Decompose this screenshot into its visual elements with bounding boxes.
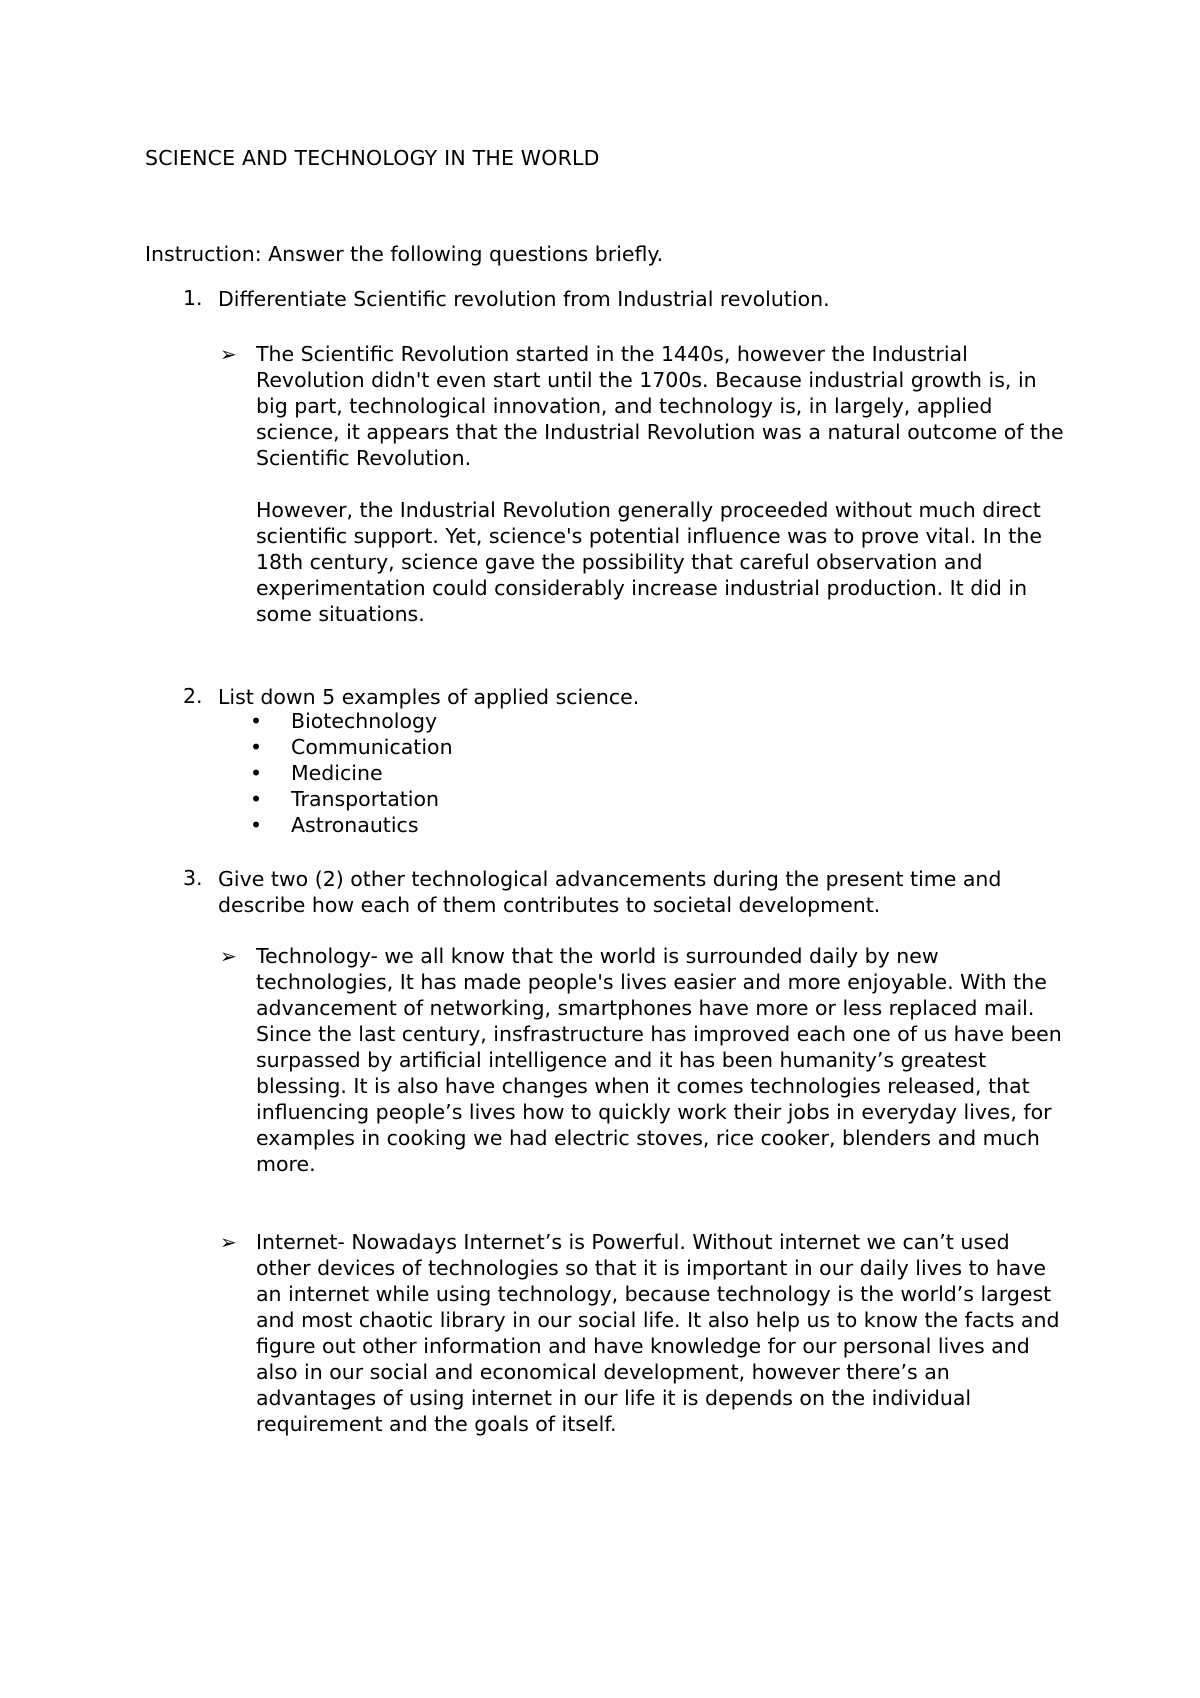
answer-3-technology bbox=[220, 943, 1066, 1177]
dot-bullet-icon: • bbox=[250, 761, 263, 785]
answer-3-internet bbox=[220, 1229, 1066, 1437]
document-title: SCIENCE AND TECHNOLOGY IN THE WORLD bbox=[145, 146, 600, 170]
question-text: Give two (2) other technological advancements during the present time and describe how each of them contributes to societal development. bbox=[218, 867, 1002, 917]
answer-1 bbox=[220, 341, 1066, 627]
question-number: 3. bbox=[183, 866, 203, 890]
answer-paragraph: Technology- we all know that the world is surrounded daily by new technologies, It has made people's lives easier and more enjoyable. With the advancement of networking, smartphones have more or less replaced mail. Since the last century, insfrastructure has improved each one of us have been surpassed by artificial intelligence and it has been humanity’s greatest blessing. It is also have changes when it comes technologies released, that influencing people’s lives how to quickly work their jobs in everyday lives, for examples in cooking we had electric stoves, rice cooker, blenders and much more. bbox=[256, 944, 1062, 1176]
answer-paragraph: However, the Industrial Revolution generally proceeded without much direct scientific support. Yet, science's potential influence was to prove vital. In the 18th century, science gave the possibility that careful observation and experimentation could considerably increase industrial production. It did in some situations. bbox=[256, 498, 1042, 626]
list-item-label: Communication bbox=[291, 735, 453, 759]
dot-bullet-icon: • bbox=[250, 735, 263, 759]
dot-bullet-icon: • bbox=[250, 813, 263, 837]
list-item bbox=[218, 734, 453, 760]
question-text: Differentiate Scientific revolution from Industrial revolution. bbox=[218, 287, 830, 311]
dot-bullet-icon: • bbox=[250, 787, 263, 811]
question-number: 2. bbox=[183, 684, 203, 708]
list-item-label: Transportation bbox=[291, 787, 440, 811]
answer-paragraph: Internet- Nowadays Internet’s is Powerful. Without internet we can’t used other devices of technologies so that it is important in our daily lives to have an internet while using technology, because technology is the world’s largest and most chaotic library in our social life. It also help us to know the facts and figure out other information and have knowledge for our personal lives and also in our social and economical development, however there’s an advantages of using internet in our life it is depends on the individual requirement and the goals of itself. bbox=[256, 1230, 1060, 1436]
arrow-bullet-icon: ➢ bbox=[220, 944, 237, 968]
instruction-text: Instruction: Answer the following questions briefly. bbox=[145, 242, 664, 266]
list-item-label: Astronautics bbox=[291, 813, 419, 837]
dot-bullet-icon: • bbox=[250, 709, 263, 733]
list-item bbox=[218, 760, 453, 786]
list-item bbox=[218, 708, 453, 734]
applied-science-list bbox=[218, 708, 453, 838]
list-item-label: Biotechnology bbox=[291, 709, 438, 733]
question-text: List down 5 examples of applied science. bbox=[218, 685, 640, 709]
question-number: 1. bbox=[183, 286, 203, 310]
list-item-label: Medicine bbox=[291, 761, 383, 785]
arrow-bullet-icon: ➢ bbox=[220, 1230, 237, 1254]
arrow-bullet-icon: ➢ bbox=[220, 342, 237, 366]
answer-paragraph: The Scientific Revolution started in the 1440s, however the Industrial Revolution didn't even start until the 1700s. Because industrial growth is, in big part, technological innovation, and technology is, in largely, applied science, it appears that the Industrial Revolution was a natural outcome of the Scientific Revolution. bbox=[256, 342, 1064, 470]
list-item bbox=[218, 812, 453, 838]
list-item bbox=[218, 786, 453, 812]
